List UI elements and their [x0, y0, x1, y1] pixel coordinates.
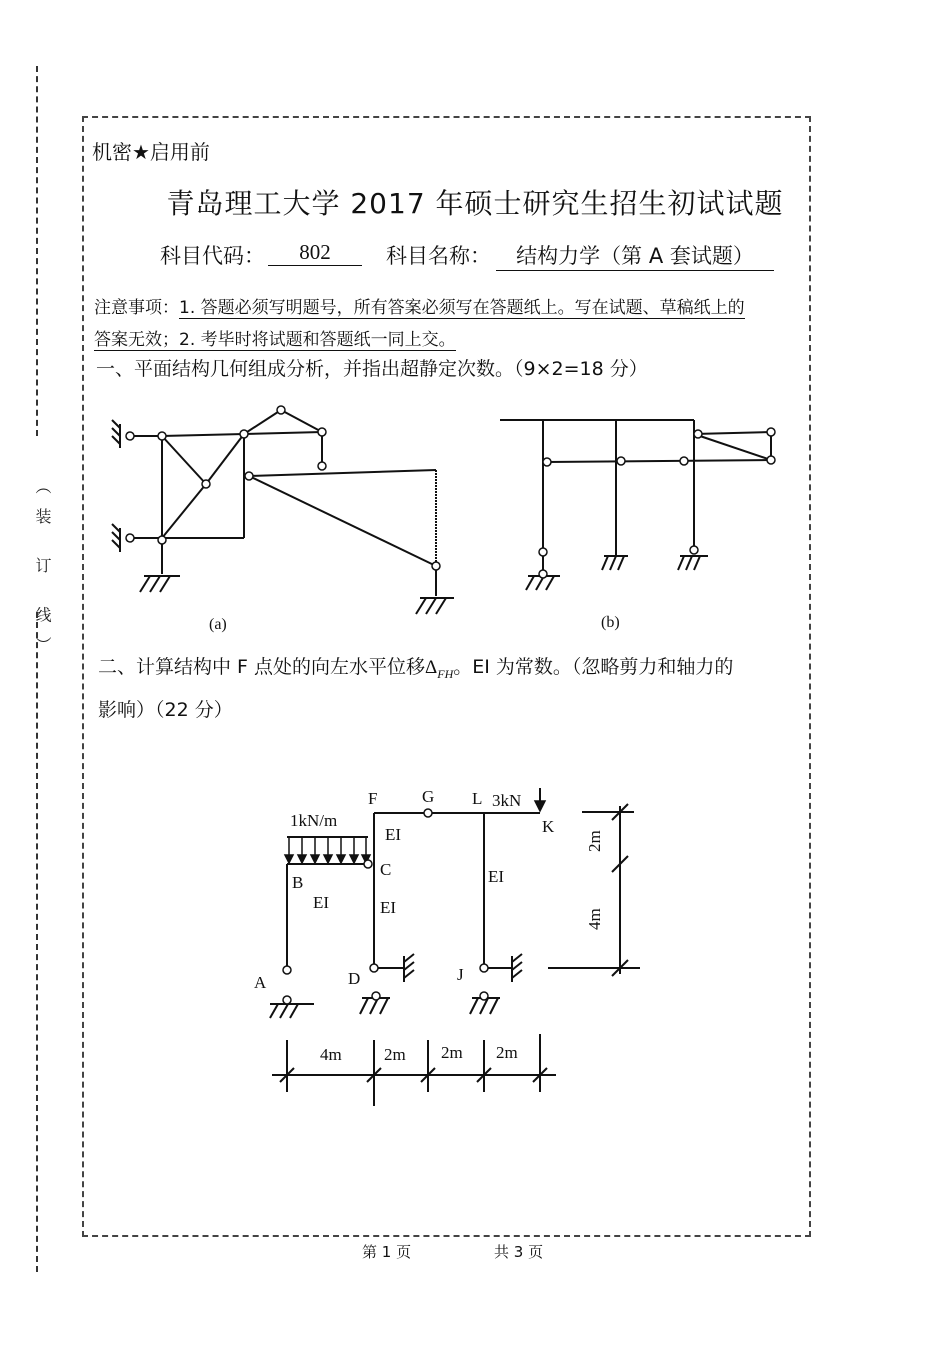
stiffness-label-cd: EI	[380, 898, 397, 917]
node-j-label: J	[457, 965, 464, 984]
binding-dashed-line-bottom	[36, 612, 38, 1272]
figure-1b-caption: (b)	[601, 614, 620, 631]
confidential-label: 机密★启用前	[92, 140, 210, 164]
question-2-text	[98, 652, 808, 682]
dim-vertical-4m: 4m	[585, 908, 604, 930]
figure-1a-caption: (a)	[209, 616, 227, 633]
load-point-label: 3kN	[492, 791, 522, 810]
page-number: 第 1 页	[362, 1243, 412, 1261]
question-2-text-line2: 影响）（22 分）	[98, 699, 233, 721]
binding-dashed-line-top	[36, 66, 38, 436]
notice-text-1: 1. 答题必须写明题号，所有答案必须写在答题纸上。写在试题、草稿纸上的	[179, 298, 745, 318]
dim-vertical-2m: 2m	[585, 830, 604, 852]
node-c-label: C	[380, 860, 392, 879]
notice-label: 注意事项：	[94, 298, 179, 318]
load-distributed-label: 1kN/m	[290, 811, 338, 830]
page-title: 青岛理工大学 2017 年硕士研究生招生初试试题	[166, 187, 784, 220]
notice-text-2: 答案无效；2. 考毕时将试题和答题纸一同上交。	[94, 330, 456, 350]
node-k-label: K	[542, 817, 555, 836]
question-1-text: 一、平面结构几何组成分析，并指出超静定次数。（9×2=18 分）	[96, 358, 648, 380]
node-d-label: D	[348, 969, 361, 988]
binding-line-label: （装 订 线）	[33, 478, 52, 667]
stiffness-label-lj: EI	[488, 867, 505, 886]
delta-symbol: Δ	[425, 657, 438, 678]
delta-subscript: FH	[437, 666, 454, 681]
stiffness-label-fc: EI	[385, 825, 402, 844]
node-l-label: L	[472, 789, 483, 808]
node-a-label: A	[254, 973, 267, 992]
figure-1a	[100, 395, 470, 640]
notice-block	[94, 292, 806, 356]
question-2-text-post: 。EI 为常数。（忽略剪力和轴力的	[453, 656, 734, 678]
node-g-label: G	[422, 787, 435, 806]
figure-2	[250, 785, 670, 1115]
notice-line-2	[94, 324, 806, 356]
notice-line-1	[94, 292, 806, 324]
subject-name-field: 结构力学（第 A 套试题）	[496, 240, 774, 271]
subject-code-label: 科目代码：	[160, 244, 265, 268]
subject-code-value	[268, 240, 362, 266]
dim-horizontal-2m-c: 2m	[496, 1043, 518, 1062]
subject-name-label: 科目名称：	[386, 244, 491, 268]
dim-horizontal-4m: 4m	[320, 1045, 342, 1064]
figure-1b	[495, 410, 785, 595]
dim-horizontal-2m-a: 2m	[384, 1045, 406, 1064]
page-total: 共 3 页	[494, 1243, 544, 1261]
dim-horizontal-2m-b: 2m	[441, 1043, 463, 1062]
subject-name-value	[496, 240, 774, 271]
node-b-label: B	[292, 873, 304, 892]
subject-code-field: 802	[268, 240, 362, 266]
stiffness-label-ab: EI	[313, 893, 330, 912]
node-f-label: F	[368, 789, 378, 808]
question-2-text-pre: 二、计算结构中 F 点处的向左水平位移	[98, 656, 426, 678]
